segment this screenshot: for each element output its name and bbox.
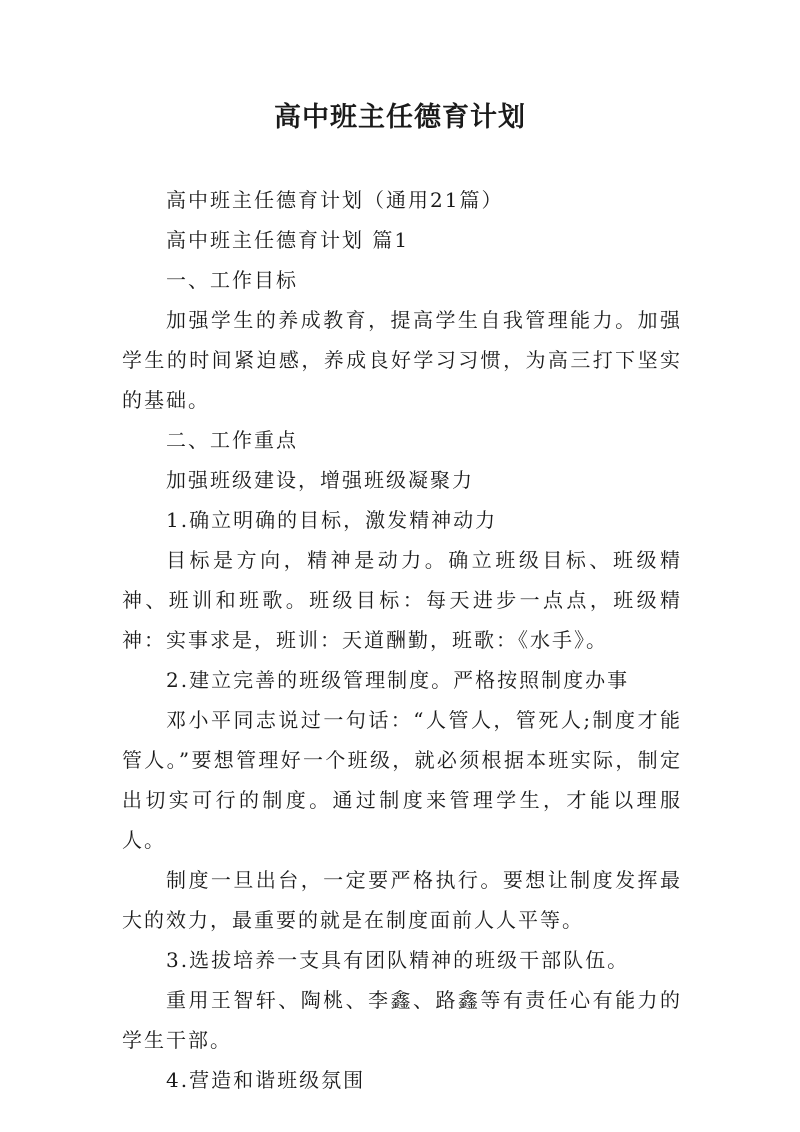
paragraph: 目标是方向，精神是动力。确立班级目标、班级精神、班训和班歌。班级目标：每天进步一点点，班级精神：实事求是，班训：天道酬勤，班歌：《水手》。 [122, 548, 682, 652]
heading-work-focus: 二、工作重点 [166, 428, 298, 452]
numbered-item-4: 4.营造和谐班级氛围 [166, 1068, 366, 1092]
numbered-item-2: 2.建立完善的班级管理制度。严格按照制度办事 [166, 668, 630, 692]
paragraph: 加强学生的养成教育，提高学生自我管理能力。加强学生的时间紧迫感，养成良好学习习惯，为高三打下坚实的基础。 [122, 308, 682, 412]
section-title: 高中班主任德育计划 篇1 [166, 228, 410, 252]
paragraph: 制度一旦出台，一定要严格执行。要想让制度发挥最大的效力，最重要的就是在制度面前人人平等。 [122, 868, 682, 932]
document-title: 高中班主任德育计划 [274, 102, 526, 133]
paragraph: 重用王智轩、陶桃、李鑫、路鑫等有责任心有能力的学生干部。 [122, 988, 682, 1052]
numbered-item-3: 3.选拔培养一支具有团队精神的班级干部队伍。 [166, 948, 630, 972]
subheading: 加强班级建设，增强班级凝聚力 [166, 468, 474, 492]
paragraph: 邓小平同志说过一句话：“人管人，管死人;制度才能管人。”要想管理好一个班级，就必须根据本班实际，制定出切实可行的制度。通过制度来管理学生，才能以理服人。 [122, 708, 682, 852]
numbered-item-1: 1.确立明确的目标，激发精神动力 [166, 508, 498, 532]
heading-work-goal: 一、工作目标 [166, 268, 298, 292]
document-subtitle: 高中班主任德育计划（通用21篇） [166, 188, 504, 212]
document-body [122, 180, 682, 1100]
